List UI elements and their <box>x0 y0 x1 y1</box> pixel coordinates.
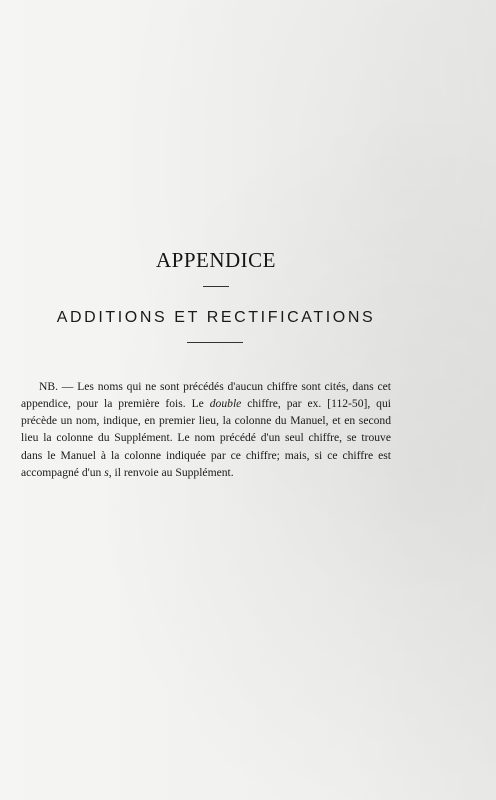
title-divider <box>203 286 229 287</box>
note-emphasis-double: double <box>209 396 242 410</box>
note-emphasis-s: s <box>104 466 109 480</box>
note-text-start: NB. — Les noms qui ne sont précédés d'aucun chiffre sont cités, dans cet appendice, pour la première fois. Le <box>21 379 391 410</box>
note-paragraph <box>21 378 391 482</box>
note-text-middle: chiffre, par ex. [112-50], qui précède un nom, indique, en premier lieu, la colonne du Manuel, et en second lieu la colonne du Supplément. Le nom précédé d'un seul chiffre, se trouve dans le Manuel à la colonne indiquée par ce chiffre; mais, si ce chiffre est accompagné d'un <box>21 396 391 480</box>
section-subtitle: ADDITIONS ET RECTIFICATIONS <box>56 309 376 326</box>
note-text-end: , il renvoie au Supplément. <box>108 466 234 480</box>
page-title: APPENDICE <box>155 248 276 272</box>
subtitle-divider <box>187 342 243 343</box>
